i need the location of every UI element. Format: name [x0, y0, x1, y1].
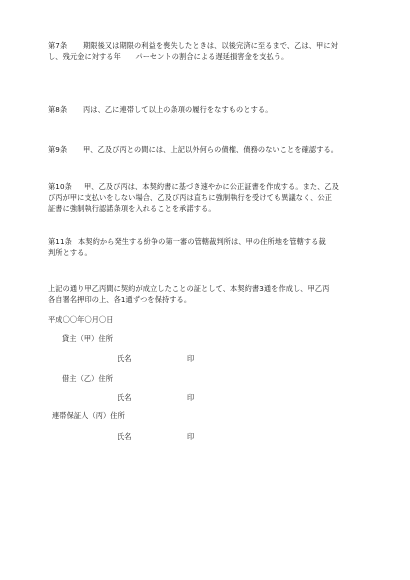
article-10-line-3: 証書に強制執行認諾条項を入れることを承諾する。	[48, 204, 216, 213]
guarantor-name-label: 氏名	[117, 432, 132, 441]
article-10-line-2: び丙が甲に支払いをしない場合、乙及び丙は直ちに強制執行を受けても異議なく、公正	[48, 193, 333, 202]
article-7-number: 第7条	[48, 41, 68, 50]
article-7-line-2: し、残元金に対する年 パーセントの割合による遅延損害金を支払う。	[48, 52, 289, 61]
lender-name-label: 氏名	[117, 354, 132, 363]
guarantor-address-label: 連帯保証人（丙）住所	[52, 411, 125, 420]
article-7-line-1: 期限後又は期限の利益を喪失したときは、以後完済に至るまで、乙は、甲に対	[83, 41, 338, 50]
borrower-name-label: 氏名	[117, 393, 132, 402]
article-10-number: 第10条	[48, 182, 72, 191]
article-9-number: 第9条	[48, 145, 68, 154]
borrower-address-label: 借主（乙）住所	[62, 374, 114, 383]
article-11-number: 第11条	[48, 237, 72, 246]
closing-line-2: 各自署名押印の上、各1通ずつを保持する。	[48, 295, 192, 304]
article-9-line-1: 甲、乙及び丙との間には、上記以外何らの債権、債務のないことを確認する。	[83, 145, 339, 154]
article-8-line-1: 丙は、乙に連帯して以上の条項の履行をなすものとする。	[83, 105, 273, 114]
borrower-seal-mark: 印	[187, 393, 195, 402]
lender-seal-mark: 印	[187, 354, 195, 363]
closing-line-1: 上記の通り甲乙丙間に契約が成立したことの証として、本契約書3通を作成し、甲乙丙	[48, 284, 330, 293]
lender-address-label: 貸主（甲）住所	[62, 334, 114, 343]
guarantor-seal-mark: 印	[187, 432, 195, 441]
article-8-number: 第8条	[48, 105, 68, 114]
article-11-line-2: 判所とする。	[48, 248, 92, 257]
document-date: 平成〇〇年〇月〇日	[48, 315, 114, 324]
article-11-line-1: 本契約から発生する紛争の第一審の管轄裁判所は、甲の住所地を管轄する裁	[78, 237, 326, 246]
article-10-line-1: 甲、乙及び丙は、本契約書に基づき速やかに公正証書を作成する。また、乙及	[84, 182, 340, 191]
